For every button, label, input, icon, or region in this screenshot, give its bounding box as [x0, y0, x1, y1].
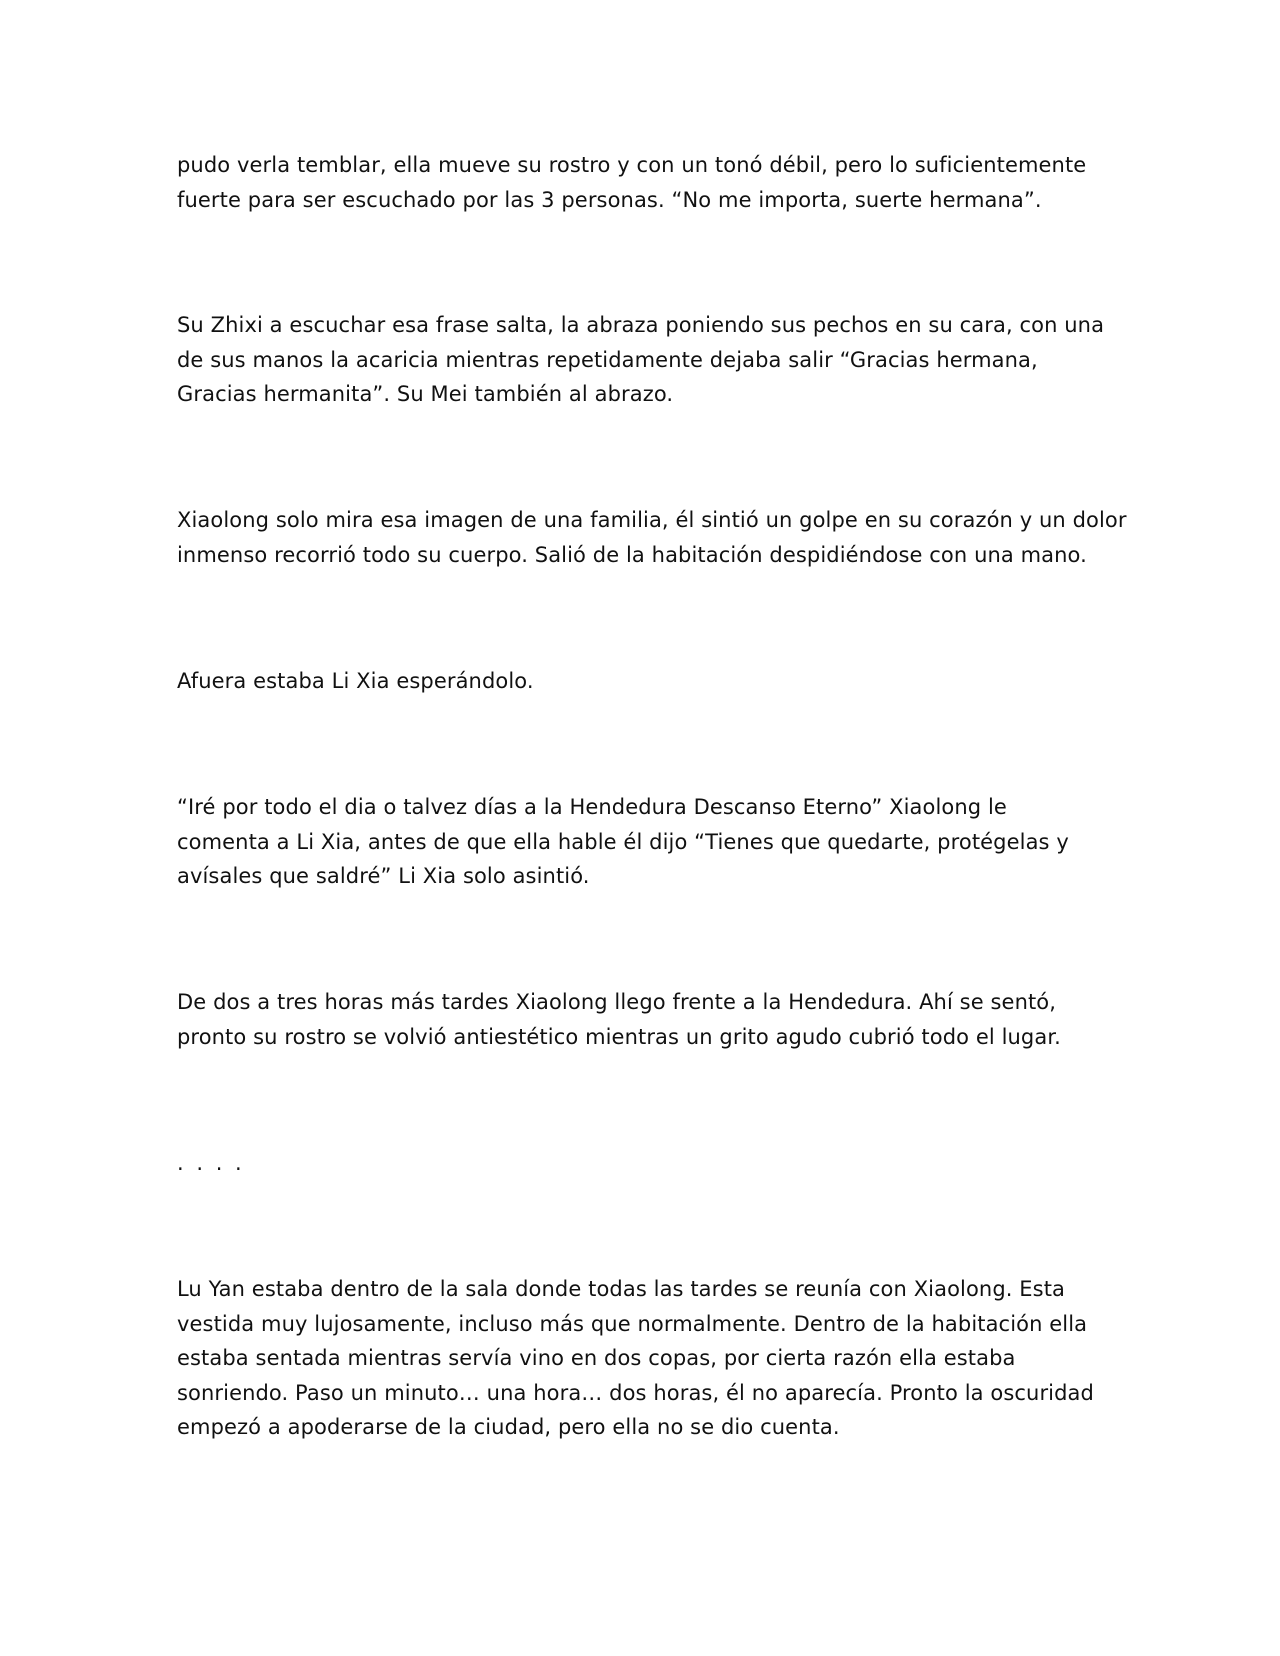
text-line: fuerte para ser escuchado por las 3 personas. “No me importa, suerte hermana”.	[177, 187, 1042, 212]
text-line: Afuera estaba Li Xia esperándolo.	[177, 669, 534, 693]
text-line: vestida muy lujosamente, incluso más que normalmente. Dentro de la habitación ella	[177, 1311, 1088, 1336]
text-line: estaba sentada mientras servía vino en dos copas, por cierta razón ella estaba	[177, 1346, 1016, 1370]
text-line: inmenso recorrió todo su cuerpo. Salió de la habitación despidiéndose con una mano.	[177, 542, 1087, 567]
text-line: comenta a Li Xia, antes de que ella hable él dijo “Tienes que quedarte, protégelas y	[177, 829, 1069, 854]
text-line: pronto su rostro se volvió antiestético mientras un grito agudo cubrió todo el lugar.	[177, 1024, 1061, 1049]
text-line: . . . .	[177, 1151, 245, 1175]
paragraph	[177, 503, 1127, 572]
paragraph	[177, 790, 1117, 894]
text-line: avísales que saldré” Li Xia solo asintió.	[177, 864, 590, 888]
text-line: pudo verla temblar, ella mueve su rostro y con un tonó débil, pero lo suficientemente	[177, 153, 1087, 177]
paragraph	[177, 1272, 1117, 1445]
text-line: sonriendo. Paso un minuto… una hora… dos horas, él no aparecía. Pronto la oscuridad	[177, 1380, 1094, 1405]
text-line: “Iré por todo el dia o talvez días a la Hendedura Descanso Eterno” Xiaolong le	[177, 795, 1007, 819]
paragraph	[177, 148, 1117, 217]
text-line: De dos a tres horas más tardes Xiaolong llego frente a la Hendedura. Ahí se sentó,	[177, 990, 1057, 1014]
text-line: Lu Yan estaba dentro de la sala donde todas las tardes se reunía con Xiaolong. Esta	[177, 1277, 1066, 1301]
text-line: de sus manos la acaricia mientras repetidamente dejaba salir “Gracias hermana,	[177, 347, 1038, 372]
text-line: Xiaolong solo mira esa imagen de una familia, él sintió un golpe en su corazón y un dolor	[177, 508, 1127, 532]
text-line: Gracias hermanita”. Su Mei también al abrazo.	[177, 382, 674, 406]
text-line: Su Zhixi a escuchar esa frase salta, la abraza poniendo sus pechos en su cara, con una	[177, 313, 1105, 337]
paragraph	[177, 664, 1117, 699]
paragraph	[177, 308, 1117, 412]
scene-break	[177, 1146, 1117, 1181]
paragraph	[177, 985, 1117, 1054]
text-line: empezó a apoderarse de la ciudad, pero ella no se dio cuenta.	[177, 1415, 840, 1439]
